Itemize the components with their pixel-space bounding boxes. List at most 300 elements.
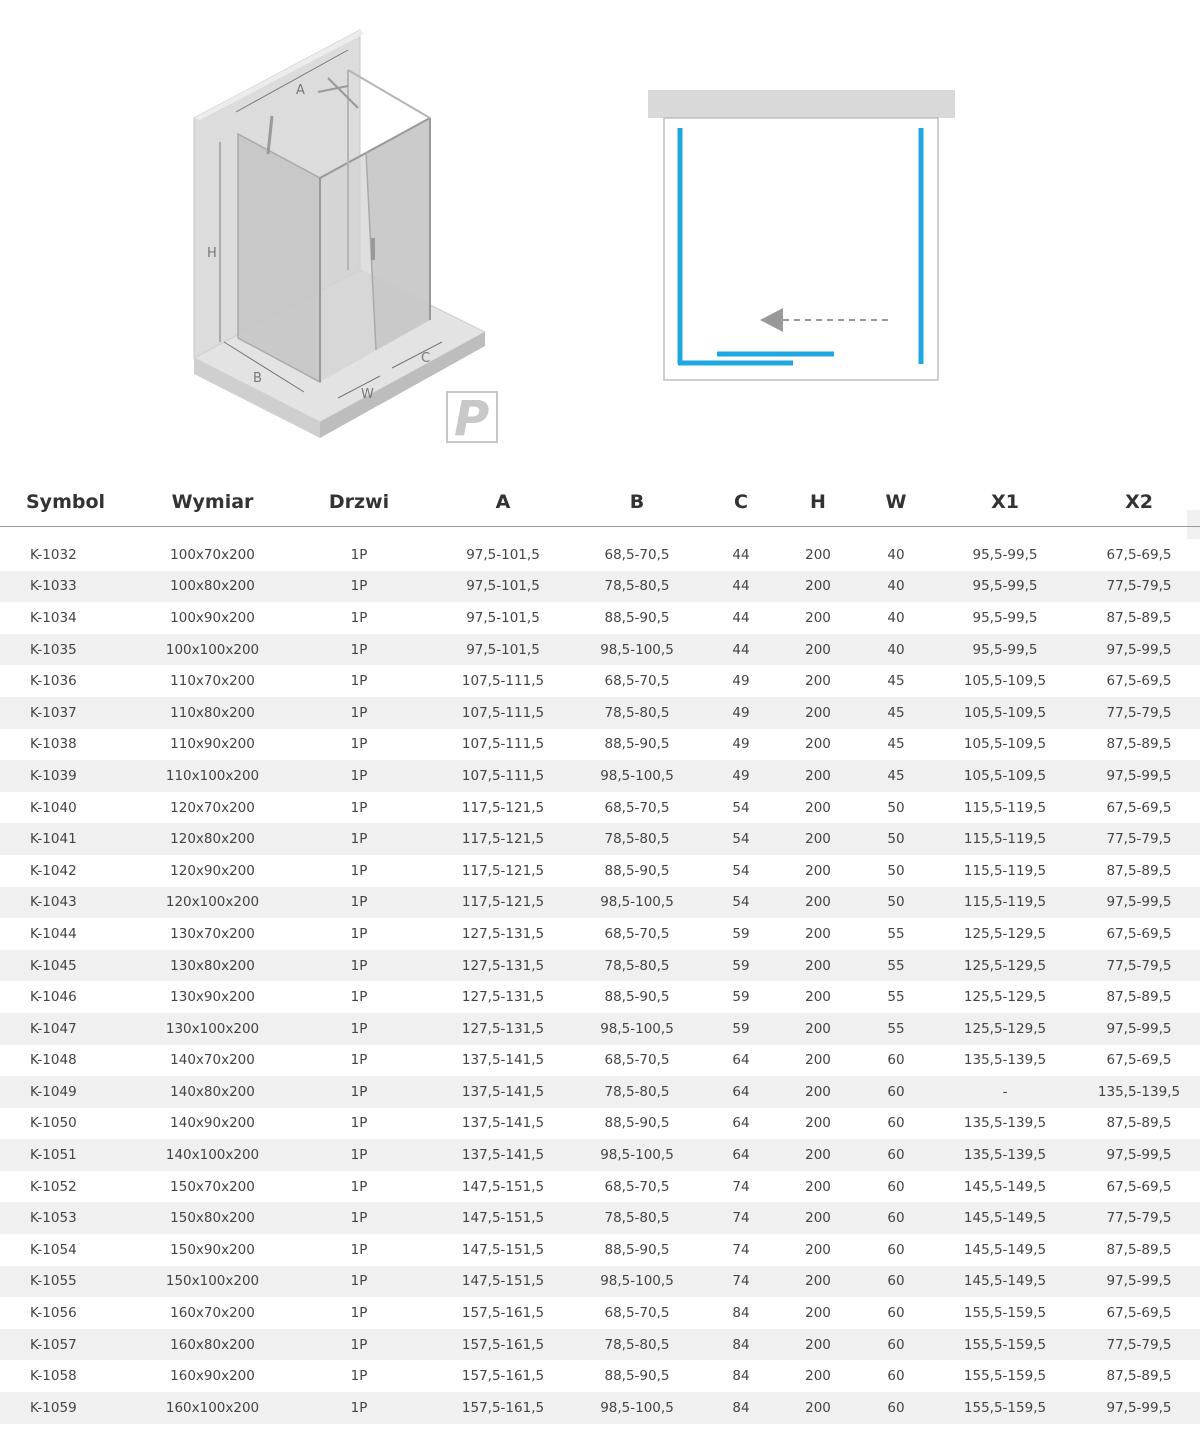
table-row [0,729,1200,761]
table-cell-c: 64 [706,1108,776,1140]
table-cell-c: 59 [706,1013,776,1045]
table-cell-c: 44 [706,539,776,571]
table-body [0,539,1200,1424]
table-cell-h: 200 [776,950,860,982]
table-cell-w: 60 [860,1266,932,1298]
table-cell-w: 50 [860,823,932,855]
table-cell-a: 107,5-111,5 [438,729,568,761]
table-cell-drzwi: 1P [280,950,438,982]
table-cell-x1: 105,5-109,5 [932,697,1078,729]
table-cell-c: 49 [706,760,776,792]
table-cell-b: 78,5-80,5 [568,571,706,603]
table-cell-a: 117,5-121,5 [438,792,568,824]
table-row [0,539,1200,571]
table-cell-w: 60 [860,1360,932,1392]
isometric-shower-diagram [180,20,510,450]
table-row [0,697,1200,729]
table-cell-symbol: K-1038 [0,729,145,761]
table-cell-w: 50 [860,855,932,887]
table-cell-a: 147,5-151,5 [438,1234,568,1266]
table-cell-wymiar: 130x90x200 [145,981,280,1013]
table-cell-c: 44 [706,602,776,634]
table-cell-wymiar: 140x70x200 [145,1045,280,1077]
table-cell-c: 59 [706,981,776,1013]
table-cell-h: 200 [776,1266,860,1298]
table-cell-h: 200 [776,1076,860,1108]
table-cell-x1: 95,5-99,5 [932,602,1078,634]
table-cell-c: 54 [706,887,776,919]
table-cell-a: 97,5-101,5 [438,602,568,634]
table-cell-w: 40 [860,571,932,603]
table-cell-h: 200 [776,697,860,729]
table-cell-symbol: K-1059 [0,1392,145,1424]
table-cell-symbol: K-1048 [0,1045,145,1077]
table-cell-drzwi: 1P [280,918,438,950]
table-cell-a: 137,5-141,5 [438,1076,568,1108]
table-cell-x1: 115,5-119,5 [932,887,1078,919]
table-cell-x2: 67,5-69,5 [1078,1297,1200,1329]
table-row [0,1013,1200,1045]
table-cell-symbol: K-1034 [0,602,145,634]
column-header-w: W [860,478,932,527]
table-cell-x2: 97,5-99,5 [1078,1013,1200,1045]
table-cell-symbol: K-1057 [0,1329,145,1361]
table-cell-a: 107,5-111,5 [438,665,568,697]
table-cell-a: 137,5-141,5 [438,1045,568,1077]
table-cell-x2: 67,5-69,5 [1078,918,1200,950]
table-cell-x2: 77,5-79,5 [1078,1329,1200,1361]
table-cell-symbol: K-1043 [0,887,145,919]
table-cell-c: 49 [706,697,776,729]
table-cell-w: 60 [860,1297,932,1329]
table-cell-x1: 95,5-99,5 [932,571,1078,603]
table-cell-a: 147,5-151,5 [438,1202,568,1234]
table-cell-w: 45 [860,729,932,761]
table-cell-drzwi: 1P [280,1045,438,1077]
table-cell-c: 44 [706,634,776,666]
table-cell-h: 200 [776,1297,860,1329]
table-cell-w: 55 [860,981,932,1013]
table-cell-drzwi: 1P [280,697,438,729]
table-cell-drzwi: 1P [280,571,438,603]
table-row [0,823,1200,855]
table-cell-w: 50 [860,887,932,919]
table-cell-x1: 125,5-129,5 [932,918,1078,950]
table-cell-drzwi: 1P [280,602,438,634]
table-cell-wymiar: 160x70x200 [145,1297,280,1329]
table-cell-drzwi: 1P [280,634,438,666]
door-type-badge: P [454,391,490,447]
table-cell-w: 55 [860,918,932,950]
table-cell-h: 200 [776,1234,860,1266]
table-cell-x1: 105,5-109,5 [932,760,1078,792]
table-cell-a: 117,5-121,5 [438,855,568,887]
table-cell-drzwi: 1P [280,855,438,887]
table-cell-symbol: K-1046 [0,981,145,1013]
table-cell-wymiar: 110x100x200 [145,760,280,792]
table-cell-x2: 87,5-89,5 [1078,855,1200,887]
table-cell-b: 98,5-100,5 [568,887,706,919]
table-cell-a: 157,5-161,5 [438,1360,568,1392]
table-row [0,571,1200,603]
table-cell-a: 97,5-101,5 [438,539,568,571]
table-row [0,1108,1200,1140]
table-cell-w: 60 [860,1329,932,1361]
table-cell-drzwi: 1P [280,1202,438,1234]
table-cell-wymiar: 130x70x200 [145,918,280,950]
table-cell-b: 88,5-90,5 [568,855,706,887]
table-cell-x2: 67,5-69,5 [1078,792,1200,824]
table-cell-x2: 77,5-79,5 [1078,950,1200,982]
table-cell-x1: 145,5-149,5 [932,1266,1078,1298]
table-cell-a: 157,5-161,5 [438,1329,568,1361]
table-cell-x2: 77,5-79,5 [1078,823,1200,855]
table-cell-h: 200 [776,1045,860,1077]
table-cell-wymiar: 110x70x200 [145,665,280,697]
table-row [0,1392,1200,1424]
specification-table [0,478,1200,1424]
table-cell-h: 200 [776,1202,860,1234]
table-cell-w: 60 [860,1139,932,1171]
table-cell-a: 117,5-121,5 [438,887,568,919]
table-cell-h: 200 [776,1329,860,1361]
table-cell-w: 40 [860,634,932,666]
table-cell-symbol: K-1050 [0,1108,145,1140]
table-cell-b: 88,5-90,5 [568,1360,706,1392]
table-cell-x2: 87,5-89,5 [1078,1108,1200,1140]
table-row [0,950,1200,982]
table-cell-x2: 67,5-69,5 [1078,1045,1200,1077]
table-cell-x2: 67,5-69,5 [1078,1171,1200,1203]
table-cell-x2: 87,5-89,5 [1078,729,1200,761]
dimension-label-c: C [421,351,431,366]
table-cell-b: 68,5-70,5 [568,792,706,824]
table-row [0,855,1200,887]
table-cell-w: 60 [860,1202,932,1234]
table-cell-drzwi: 1P [280,1171,438,1203]
table-cell-drzwi: 1P [280,1266,438,1298]
table-row [0,634,1200,666]
table-cell-b: 98,5-100,5 [568,634,706,666]
table-cell-h: 200 [776,887,860,919]
table-row [0,1171,1200,1203]
table-cell-wymiar: 140x100x200 [145,1139,280,1171]
table-cell-x1: 115,5-119,5 [932,792,1078,824]
table-cell-b: 98,5-100,5 [568,1139,706,1171]
table-row [0,760,1200,792]
table-cell-x1: 145,5-149,5 [932,1171,1078,1203]
column-header-x1: X1 [932,478,1078,527]
table-row [0,887,1200,919]
table-cell-wymiar: 160x90x200 [145,1360,280,1392]
table-row [0,792,1200,824]
table-cell-drzwi: 1P [280,1360,438,1392]
table-cell-b: 78,5-80,5 [568,950,706,982]
table-cell-c: 84 [706,1360,776,1392]
table-cell-x2: 77,5-79,5 [1078,1202,1200,1234]
table-cell-symbol: K-1054 [0,1234,145,1266]
table-cell-wymiar: 120x90x200 [145,855,280,887]
table-cell-drzwi: 1P [280,1076,438,1108]
table-cell-x2: 67,5-69,5 [1078,665,1200,697]
table-cell-symbol: K-1052 [0,1171,145,1203]
table-row [0,1076,1200,1108]
table-cell-wymiar: 100x70x200 [145,539,280,571]
table-cell-c: 74 [706,1171,776,1203]
table-cell-b: 98,5-100,5 [568,760,706,792]
table-cell-x2: 77,5-79,5 [1078,571,1200,603]
table-cell-h: 200 [776,1139,860,1171]
table-cell-x1: 155,5-159,5 [932,1392,1078,1424]
table-cell-b: 88,5-90,5 [568,981,706,1013]
table-cell-x2: 97,5-99,5 [1078,760,1200,792]
table-cell-a: 97,5-101,5 [438,634,568,666]
table-cell-symbol: K-1049 [0,1076,145,1108]
table-row [0,1202,1200,1234]
table-cell-b: 78,5-80,5 [568,1202,706,1234]
table-cell-x1: 115,5-119,5 [932,855,1078,887]
table-cell-w: 60 [860,1076,932,1108]
table-cell-wymiar: 110x80x200 [145,697,280,729]
table-cell-wymiar: 130x80x200 [145,950,280,982]
table-row [0,1266,1200,1298]
table-cell-c: 84 [706,1329,776,1361]
table-cell-c: 59 [706,918,776,950]
table-cell-symbol: K-1036 [0,665,145,697]
table-cell-symbol: K-1055 [0,1266,145,1298]
table-cell-drzwi: 1P [280,539,438,571]
table-cell-x1: - [932,1076,1078,1108]
table-cell-c: 84 [706,1297,776,1329]
table-cell-c: 49 [706,729,776,761]
table-cell-symbol: K-1032 [0,539,145,571]
table-cell-h: 200 [776,855,860,887]
table-cell-b: 78,5-80,5 [568,1329,706,1361]
table-cell-wymiar: 130x100x200 [145,1013,280,1045]
table-row [0,1360,1200,1392]
table-cell-drzwi: 1P [280,981,438,1013]
table-cell-symbol: K-1053 [0,1202,145,1234]
table-cell-wymiar: 150x90x200 [145,1234,280,1266]
table-cell-symbol: K-1051 [0,1139,145,1171]
table-cell-w: 60 [860,1171,932,1203]
table-cell-drzwi: 1P [280,887,438,919]
table-cell-a: 107,5-111,5 [438,760,568,792]
table-cell-c: 49 [706,665,776,697]
table-cell-symbol: K-1044 [0,918,145,950]
table-cell-wymiar: 120x70x200 [145,792,280,824]
table-cell-drzwi: 1P [280,1013,438,1045]
table-cell-w: 60 [860,1234,932,1266]
table-cell-w: 45 [860,697,932,729]
table-header-row [0,478,1200,527]
table-cell-h: 200 [776,1392,860,1424]
table-cell-h: 200 [776,760,860,792]
column-header-drzwi: Drzwi [280,478,438,527]
table-cell-x1: 135,5-139,5 [932,1045,1078,1077]
table-cell-b: 78,5-80,5 [568,823,706,855]
table-cell-h: 200 [776,1108,860,1140]
table-cell-b: 68,5-70,5 [568,539,706,571]
table-cell-wymiar: 100x100x200 [145,634,280,666]
table-cell-h: 200 [776,1171,860,1203]
table-cell-c: 54 [706,823,776,855]
table-cell-wymiar: 140x80x200 [145,1076,280,1108]
table-cell-wymiar: 110x90x200 [145,729,280,761]
table-cell-x2: 87,5-89,5 [1078,981,1200,1013]
table-cell-b: 98,5-100,5 [568,1392,706,1424]
table-cell-symbol: K-1035 [0,634,145,666]
table-cell-x2: 97,5-99,5 [1078,1139,1200,1171]
table-cell-x2: 77,5-79,5 [1078,697,1200,729]
table-cell-c: 74 [706,1266,776,1298]
table-cell-c: 74 [706,1234,776,1266]
table-cell-x1: 115,5-119,5 [932,823,1078,855]
table-cell-c: 74 [706,1202,776,1234]
table-cell-b: 88,5-90,5 [568,602,706,634]
column-header-c: C [706,478,776,527]
table-cell-wymiar: 140x90x200 [145,1108,280,1140]
table-cell-c: 64 [706,1045,776,1077]
table-cell-symbol: K-1047 [0,1013,145,1045]
table-row [0,981,1200,1013]
table-cell-a: 127,5-131,5 [438,950,568,982]
table-row [0,918,1200,950]
table-cell-x1: 155,5-159,5 [932,1297,1078,1329]
table-cell-w: 60 [860,1045,932,1077]
table-cell-w: 55 [860,950,932,982]
table-cell-wymiar: 100x90x200 [145,602,280,634]
table-cell-wymiar: 150x70x200 [145,1171,280,1203]
product-diagrams [0,0,1200,470]
table-cell-b: 98,5-100,5 [568,1013,706,1045]
table-cell-drzwi: 1P [280,1234,438,1266]
table-cell-a: 147,5-151,5 [438,1171,568,1203]
table-cell-x2: 67,5-69,5 [1078,539,1200,571]
table-row [0,1234,1200,1266]
dimension-label-w: W [361,387,374,402]
table-cell-wymiar: 150x80x200 [145,1202,280,1234]
table-cell-h: 200 [776,1360,860,1392]
table-cell-h: 200 [776,792,860,824]
table-cell-x1: 145,5-149,5 [932,1234,1078,1266]
dimension-label-a: A [296,83,305,98]
table-cell-b: 68,5-70,5 [568,1297,706,1329]
table-cell-c: 64 [706,1076,776,1108]
table-cell-h: 200 [776,823,860,855]
table-cell-x1: 105,5-109,5 [932,729,1078,761]
table-cell-x2: 135,5-139,5 [1078,1076,1200,1108]
table-cell-x1: 125,5-129,5 [932,981,1078,1013]
table-cell-b: 68,5-70,5 [568,918,706,950]
table-cell-x1: 135,5-139,5 [932,1108,1078,1140]
table-cell-x2: 97,5-99,5 [1078,887,1200,919]
table-cell-drzwi: 1P [280,1108,438,1140]
table-cell-x1: 125,5-129,5 [932,1013,1078,1045]
dimension-label-h: H [207,246,217,261]
table-cell-h: 200 [776,729,860,761]
table-cell-h: 200 [776,918,860,950]
table-cell-x1: 155,5-159,5 [932,1360,1078,1392]
table-cell-wymiar: 120x100x200 [145,887,280,919]
table-cell-w: 55 [860,1013,932,1045]
table-cell-x2: 97,5-99,5 [1078,634,1200,666]
table-cell-x1: 95,5-99,5 [932,539,1078,571]
table-cell-x1: 155,5-159,5 [932,1329,1078,1361]
table-cell-x1: 95,5-99,5 [932,634,1078,666]
table-cell-a: 137,5-141,5 [438,1139,568,1171]
table-cell-b: 88,5-90,5 [568,1108,706,1140]
table-cell-w: 60 [860,1108,932,1140]
table-cell-a: 147,5-151,5 [438,1266,568,1298]
table-cell-b: 78,5-80,5 [568,697,706,729]
table-cell-x1: 145,5-149,5 [932,1202,1078,1234]
table-row [0,1045,1200,1077]
table-cell-symbol: K-1041 [0,823,145,855]
table-cell-x1: 135,5-139,5 [932,1139,1078,1171]
table-cell-symbol: K-1033 [0,571,145,603]
table-row [0,665,1200,697]
table-cell-c: 54 [706,792,776,824]
column-header-symbol: Symbol [0,478,145,527]
table-cell-a: 127,5-131,5 [438,1013,568,1045]
table-cell-symbol: K-1040 [0,792,145,824]
table-cell-b: 88,5-90,5 [568,1234,706,1266]
table-cell-b: 68,5-70,5 [568,1045,706,1077]
table-row [0,1297,1200,1329]
table-cell-b: 98,5-100,5 [568,1266,706,1298]
table-cell-x1: 105,5-109,5 [932,665,1078,697]
top-view-plan-diagram [640,82,965,387]
table-cell-h: 200 [776,981,860,1013]
table-row [0,602,1200,634]
table-cell-w: 45 [860,760,932,792]
table-cell-drzwi: 1P [280,1392,438,1424]
table-cell-h: 200 [776,602,860,634]
table-cell-a: 97,5-101,5 [438,571,568,603]
table-cell-drzwi: 1P [280,1139,438,1171]
table-cell-x2: 87,5-89,5 [1078,1234,1200,1266]
table-cell-x2: 87,5-89,5 [1078,602,1200,634]
table-cell-x2: 97,5-99,5 [1078,1392,1200,1424]
table-row [0,1139,1200,1171]
table-cell-h: 200 [776,571,860,603]
column-header-b: B [568,478,706,527]
table-cell-c: 59 [706,950,776,982]
table-cell-a: 107,5-111,5 [438,697,568,729]
table-cell-drzwi: 1P [280,665,438,697]
table-cell-b: 88,5-90,5 [568,729,706,761]
table-cell-h: 200 [776,539,860,571]
table-cell-wymiar: 160x100x200 [145,1392,280,1424]
table-cell-w: 40 [860,602,932,634]
table-cell-symbol: K-1056 [0,1297,145,1329]
table-cell-symbol: K-1042 [0,855,145,887]
table-cell-b: 78,5-80,5 [568,1076,706,1108]
table-cell-drzwi: 1P [280,760,438,792]
table-cell-x2: 87,5-89,5 [1078,1360,1200,1392]
table-cell-a: 157,5-161,5 [438,1392,568,1424]
table-cell-c: 84 [706,1392,776,1424]
table-row [0,1329,1200,1361]
table-cell-w: 60 [860,1392,932,1424]
table-cell-h: 200 [776,1013,860,1045]
table-cell-x2: 97,5-99,5 [1078,1266,1200,1298]
table-cell-a: 127,5-131,5 [438,918,568,950]
table-cell-c: 64 [706,1139,776,1171]
table-cell-wymiar: 150x100x200 [145,1266,280,1298]
table-cell-x1: 125,5-129,5 [932,950,1078,982]
